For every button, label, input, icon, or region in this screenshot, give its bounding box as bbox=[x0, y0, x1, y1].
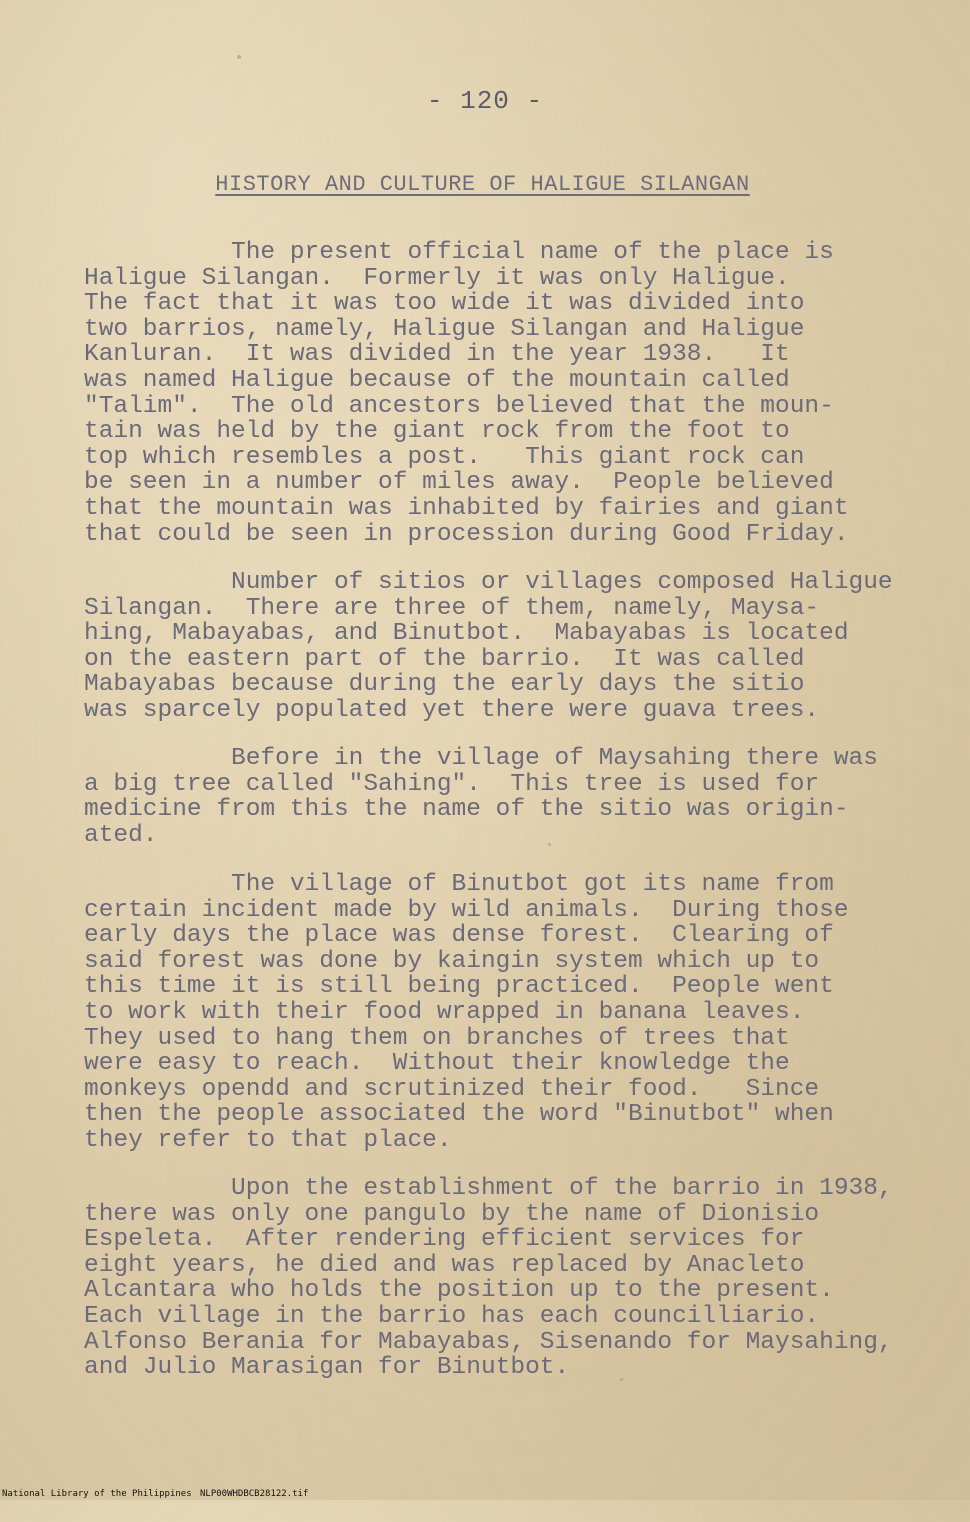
text-line: that could be seen in procession during Good Friday. bbox=[84, 520, 849, 548]
text-line: "Talim". The old ancestors believed that the moun- bbox=[84, 392, 834, 420]
text-line: certain incident made by wild animals. During those bbox=[84, 896, 849, 924]
text-line: two barrios, namely, Haligue Silangan and Haligue bbox=[84, 315, 805, 343]
text-line: Mabayabas because during the early days the sitio bbox=[84, 671, 805, 699]
text-line: They used to hang them on branches of trees that bbox=[84, 1024, 790, 1052]
text-line: ated. bbox=[84, 821, 158, 849]
text-line: was named Haligue because of the mountain called bbox=[84, 366, 790, 394]
text-line: Number of sitios or villages composed Haligue bbox=[84, 569, 893, 596]
text-line: that the mountain was inhabited by fairies and giant bbox=[84, 494, 849, 522]
text-line: this time it is still being practiced. People went bbox=[84, 973, 834, 1001]
footer-filename: NLP00WHDBCB28122.tif bbox=[200, 1489, 309, 1499]
text-line: there was only one pangulo by the name of Dionisio bbox=[84, 1200, 820, 1228]
text-line: Silangan. There are three of them, namely, Maysa- bbox=[84, 594, 820, 622]
paragraph-name-origin bbox=[84, 240, 884, 547]
text-line: eight years, he died and was replaced by Anacleto bbox=[84, 1251, 805, 1279]
text-line: Haligue Silangan. Formerly it was only Haligue. bbox=[84, 264, 790, 292]
text-line: they refer to that place. bbox=[84, 1126, 452, 1154]
text-line: Each village in the barrio has each councilliario. bbox=[84, 1302, 820, 1330]
text-line: early days the place was dense forest. Clearing of bbox=[84, 922, 834, 950]
text-line: Upon the establishment of the barrio in 1938, bbox=[84, 1175, 893, 1202]
text-line: Espeleta. After rendering efficient services for bbox=[84, 1226, 805, 1254]
text-line: Kanluran. It was divided in the year 1938. It bbox=[84, 341, 790, 369]
paragraph-sitios bbox=[84, 569, 893, 724]
text-line: Alcantara who holds the position up to the present. bbox=[84, 1277, 834, 1305]
text-line: a big tree called "Sahing". This tree is used for bbox=[84, 770, 820, 798]
text-line: hing, Mabayabas, and Binutbot. Mabayabas is located bbox=[84, 620, 849, 648]
text-line: tain was held by the giant rock from the foot to bbox=[84, 418, 790, 446]
scan-footer bbox=[0, 1489, 970, 1500]
text-line: Before in the village of Maysahing there was bbox=[84, 745, 878, 772]
page-number: - 120 - bbox=[426, 86, 544, 116]
text-line: to work with their food wrapped in banana leaves. bbox=[84, 998, 805, 1026]
text-line: and Julio Marasigan for Binutbot. bbox=[84, 1354, 570, 1382]
paper-speck bbox=[237, 55, 241, 59]
text-line: monkeys opendd and scrutinized their food. Since bbox=[84, 1075, 820, 1103]
paragraph-binutbot bbox=[84, 872, 884, 1154]
text-line: Alfonso Berania for Mabayabas, Sisenando for Maysahing, bbox=[84, 1328, 893, 1356]
document-title: HISTORY AND CULTURE OF HALIGUE SILANGAN bbox=[215, 172, 750, 197]
paragraph-officials bbox=[84, 1175, 893, 1382]
text-line: on the eastern part of the barrio. It was called bbox=[84, 645, 805, 673]
text-line: then the people associated the word "Binutbot" when bbox=[84, 1101, 834, 1129]
text-line: The village of Binutbot got its name from bbox=[84, 871, 834, 898]
text-line: top which resembles a post. This giant rock can bbox=[84, 443, 805, 471]
text-line: The present official name of the place is bbox=[84, 239, 834, 266]
footer-institution: National Library of the Philippines bbox=[2, 1489, 192, 1499]
text-line: be seen in a number of miles away. People believed bbox=[84, 469, 834, 497]
paragraph-maysahing bbox=[84, 746, 884, 848]
text-line: was sparcely populated yet there were guava trees. bbox=[84, 696, 820, 724]
text-line: medicine from this the name of the sitio was origin- bbox=[84, 796, 849, 824]
text-line: said forest was done by kaingin system which up to bbox=[84, 947, 820, 975]
text-line: The fact that it was too wide it was divided into bbox=[84, 290, 805, 318]
text-line: were easy to reach. Without their knowledge the bbox=[84, 1050, 790, 1078]
